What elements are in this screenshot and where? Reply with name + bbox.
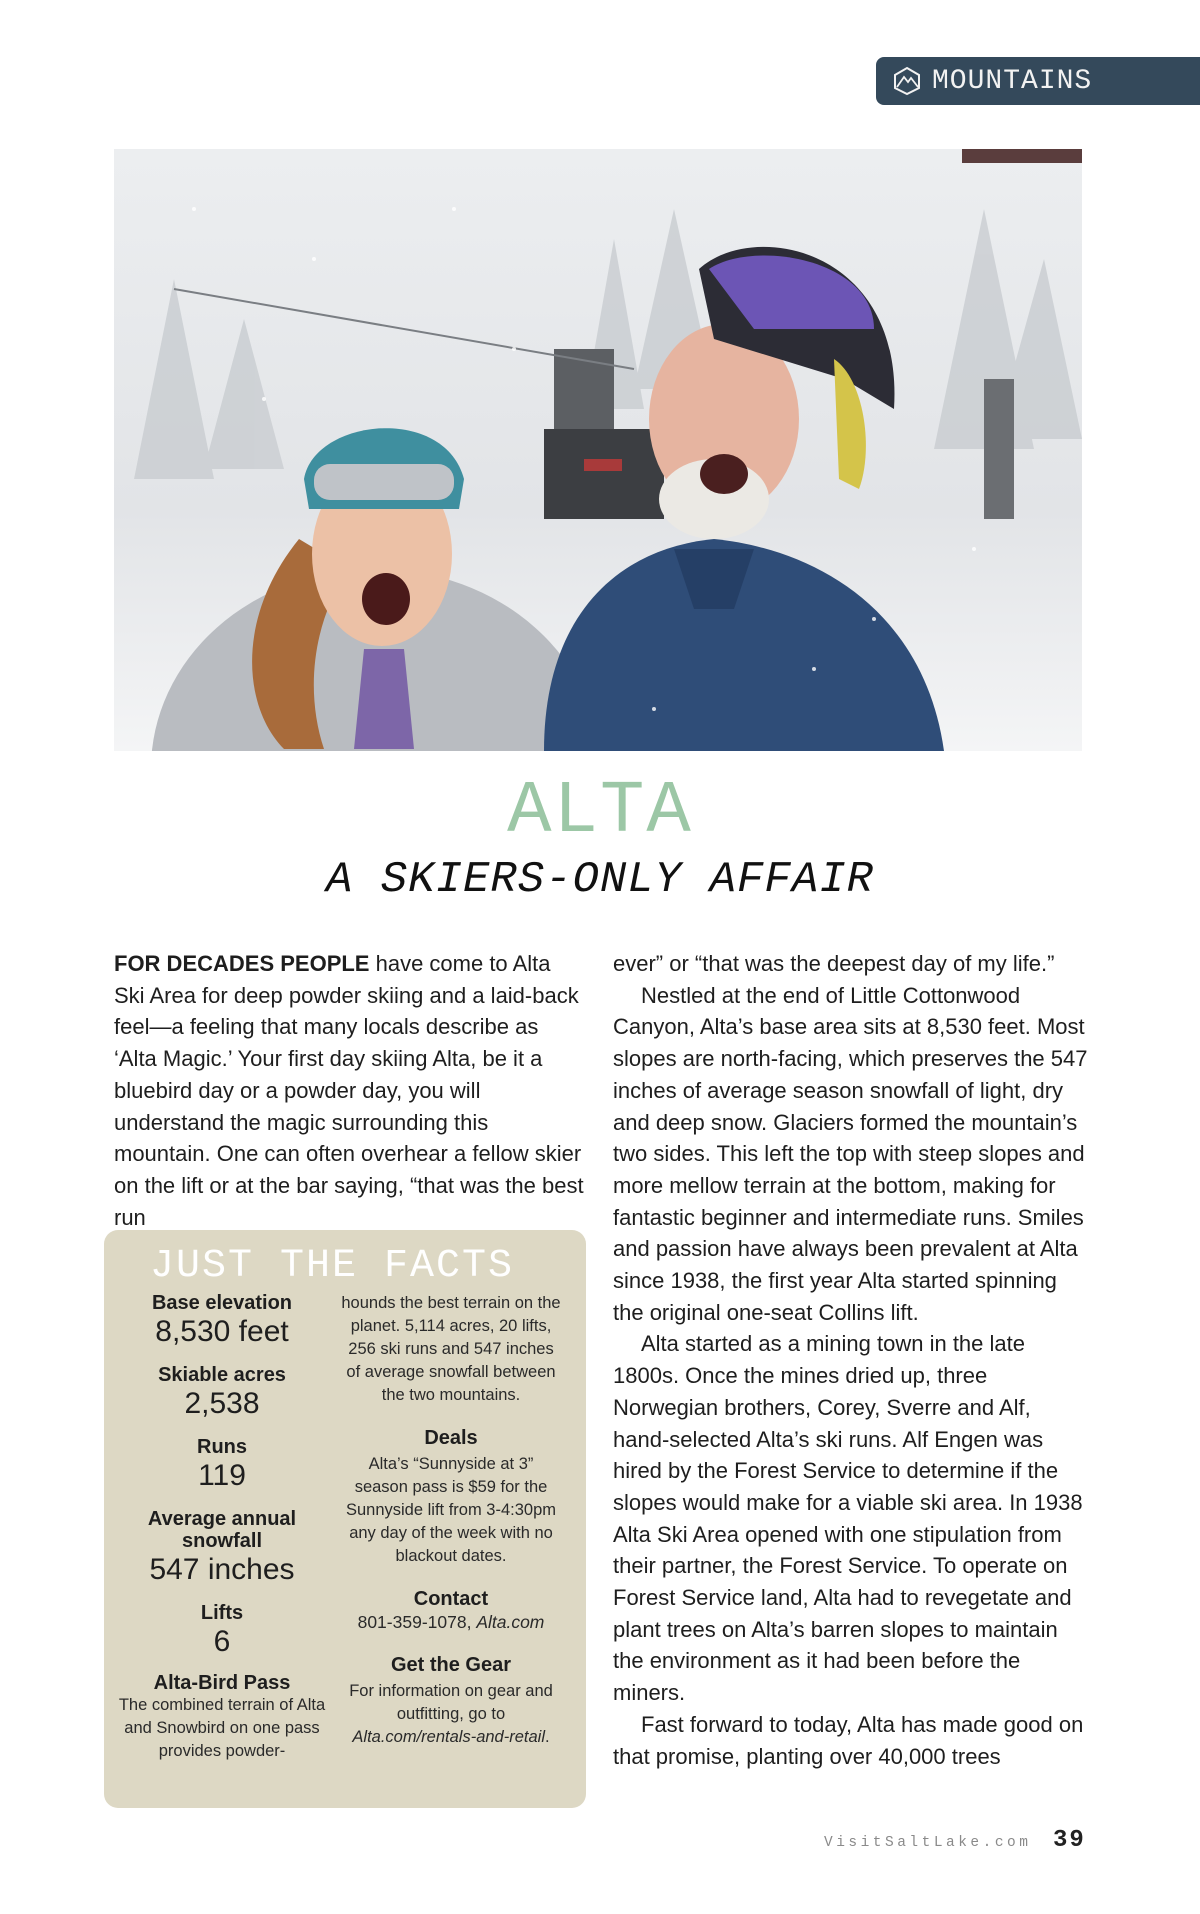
mountain-icon bbox=[892, 66, 922, 96]
gear-text bbox=[340, 1680, 562, 1749]
intro-text: have come to Alta Ski Area for deep powder skiing and a laid-back feel—a feeling that many locals describe as ‘Alta Magic.’ Your first day skiing Alta, be it a bluebird day or a powder day, you will understand the magic surrounding this mountain. One can often overhear a fellow skier on the lift or at the bar saying, “that was the best run bbox=[114, 951, 584, 1230]
gear-text-end: . bbox=[544, 1728, 550, 1746]
deals-label: Deals bbox=[424, 1427, 478, 1449]
stat-value: 8,530 feet bbox=[155, 1315, 289, 1348]
stat-label: Average annual snowfall bbox=[147, 1508, 297, 1552]
bird-pass-text-cont: hounds the best terrain on the planet. 5,114 acres, 20 lifts, 256 ski runs and 547 inches of average snowfall between the two mountains. bbox=[341, 1294, 561, 1404]
facts-box bbox=[104, 1230, 586, 1808]
body-paragraph: Nestled at the end of Little Cottonwood Canyon, Alta’s base area sits at 8,530 feet. Most slopes are north-facing, which preserves the 547 inches of average season snowfall of light, dry and deep snow. Glaciers formed the mountain’s two sides. This left the top with steep slopes and more mellow terrain at the bottom, making for fantastic beginner and intermediate runs. Smiles and passion have always been prevalent at Alta since 1938, the first year Alta started spinning the original one-seat Collins lift. bbox=[613, 982, 1088, 1325]
lead-in: FOR DECADES PEOPLE bbox=[114, 951, 370, 976]
page-number: 39 bbox=[1053, 1827, 1086, 1854]
bird-pass-text: The combined terrain of Alta and Snowbird on one pass provides powder- bbox=[118, 1696, 326, 1760]
stat-value: 547 inches bbox=[149, 1553, 295, 1586]
gear-text-body: For information on gear and outfitting, go to bbox=[349, 1682, 553, 1723]
stat-label: Base elevation bbox=[151, 1292, 293, 1314]
page-subtitle: A SKIERS-ONLY AFFAIR bbox=[325, 855, 875, 905]
body-paragraph: Alta started as a mining town in the late 1800s. Once the mines dried up, three Norwegian brothers, Corey, Sverre and Alf, hand-selected Alta’s ski runs. Alf Engen was hired by the Forest Service to determine if the slopes would make for a viable ski area. In 1938 Alta Ski Area opened with one stipulation from their partner, the Forest Service. To operate on Forest Service land, Alta had to revegetate and plant trees on Alta’s barren slopes to maintain the environment as it had been before the miners. bbox=[613, 1331, 1083, 1706]
contact-info bbox=[340, 1610, 562, 1634]
facts-left-column bbox=[118, 1292, 326, 1763]
body-paragraph: Fast forward to today, Alta has made good on that promise, planting over 40,000 trees bbox=[613, 1711, 1084, 1769]
stat-value: 119 bbox=[198, 1459, 246, 1492]
hero-photo bbox=[114, 149, 1082, 751]
contact-phone: 801-359-1078, bbox=[357, 1612, 477, 1632]
facts-title: JUST THE FACTS bbox=[150, 1244, 515, 1289]
article-column-1 bbox=[114, 948, 586, 1233]
contact-label: Contact bbox=[413, 1588, 489, 1610]
stat-value: 6 bbox=[213, 1625, 231, 1658]
stat-value: 2,538 bbox=[184, 1387, 260, 1420]
article-column-2 bbox=[613, 948, 1089, 1772]
bird-pass-label: Alta-Bird Pass bbox=[153, 1672, 291, 1694]
gear-label: Get the Gear bbox=[390, 1654, 512, 1676]
gear-link[interactable]: Alta.com/rentals-and-retail bbox=[352, 1728, 545, 1746]
intro-paragraph bbox=[114, 948, 586, 1233]
stat-label: Skiable acres bbox=[158, 1364, 286, 1386]
section-tab-label: MOUNTAINS bbox=[932, 65, 1093, 97]
section-tab bbox=[876, 57, 1200, 105]
deals-text: Alta’s “Sunnyside at 3” season pass is $59 for the Sunnyside lift from 3-4:30pm any day of the week with no blackout dates. bbox=[345, 1455, 556, 1565]
contact-site-link[interactable]: Alta.com bbox=[476, 1612, 545, 1632]
stat-label: Runs bbox=[197, 1436, 247, 1458]
facts-right-column bbox=[340, 1292, 562, 1749]
page-title: ALTA bbox=[507, 770, 693, 854]
footer-site: VisitSaltLake.com bbox=[824, 1835, 1032, 1851]
stat-label: Lifts bbox=[200, 1602, 244, 1624]
body-paragraph: ever” or “that was the deepest day of my life.” bbox=[613, 951, 1055, 976]
